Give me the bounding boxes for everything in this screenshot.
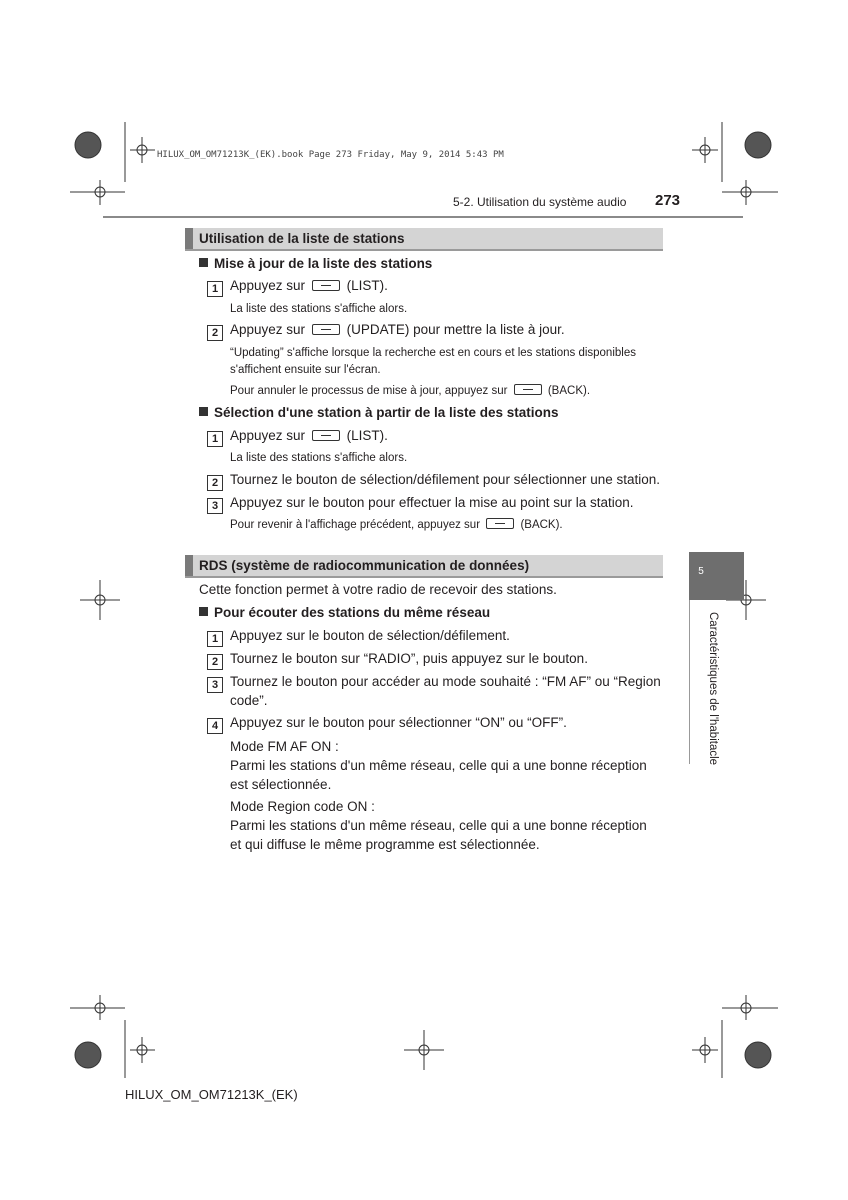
step-number: 1 (207, 631, 223, 647)
section-intro: Cette fonction permet à votre radio de recevoir des stations. (199, 582, 557, 597)
mode-label: Mode FM AF ON : (230, 739, 339, 754)
chapter-number: 5 (698, 566, 704, 577)
step: 3 Tournez le bouton pour accéder au mode souhaité : “FM AF” ou “Region (207, 674, 661, 693)
button-icon (514, 384, 542, 395)
step-number: 3 (207, 677, 223, 693)
subsection-heading: Mise à jour de la liste des stations (199, 256, 432, 271)
step: 2 Appuyez sur (UPDATE) pour mettre la liste à jour. (207, 322, 565, 341)
square-bullet-icon (199, 407, 208, 416)
step-note: “Updating” s'affiche lorsque la recherche est en cours et les stations disponibles s'affichent ensuite sur l'écran. (230, 347, 636, 376)
step-note: La liste des stations s'affiche alors. (230, 303, 408, 315)
mode-label: Mode Region code ON : (230, 799, 375, 814)
page-number: 273 (655, 192, 681, 209)
step-note: Pour revenir à l'affichage précédent, appuyez sur (BACK). (230, 519, 563, 531)
step-number: 3 (207, 498, 223, 514)
button-icon (486, 518, 514, 529)
step-number: 4 (207, 718, 223, 734)
step: 4 Appuyez sur le bouton pour sélectionner “ON” ou “OFF”. (207, 715, 567, 734)
step: 1 Appuyez sur (LIST). (207, 278, 388, 297)
print-info: HILUX_OM_OM71213K_(EK).book Page 273 Friday, May 9, 2014 5:43 PM (157, 150, 504, 160)
section-title: RDS (système de radiocommunication de données) (185, 555, 663, 576)
step-number: 1 (207, 281, 223, 297)
step: 2 Tournez le bouton de sélection/défilement pour sélectionner une station. (207, 472, 660, 491)
header-section-title: 5-2. Utilisation du système audio (453, 195, 627, 209)
step-note: La liste des stations s'affiche alors. (230, 452, 408, 464)
footer-code: HILUX_OM_OM71213K_(EK) (125, 1087, 298, 1102)
header-rule (103, 216, 743, 218)
chapter-label: Caractéristiques de l'habitacle (707, 612, 719, 766)
button-icon (312, 324, 340, 335)
button-icon (312, 430, 340, 441)
step: 3 Appuyez sur le bouton pour effectuer la mise au point sur la station. (207, 495, 634, 514)
step: 1 Appuyez sur (LIST). (207, 428, 388, 447)
square-bullet-icon (199, 607, 208, 616)
subsection-heading: Pour écouter des stations du même réseau (199, 605, 490, 620)
section-title: Utilisation de la liste de stations (185, 228, 663, 249)
step: 2 Tournez le bouton sur “RADIO”, puis appuyez sur le bouton. (207, 651, 588, 670)
subsection-heading: Sélection d'une station à partir de la liste des stations (199, 405, 559, 420)
square-bullet-icon (199, 258, 208, 267)
step-number: 2 (207, 475, 223, 491)
step: 1 Appuyez sur le bouton de sélection/défilement. (207, 628, 510, 647)
mode-description: Parmi les stations d'un même réseau, celle qui a une bonne réception et qui diffuse le même programme est sélectionnée. (230, 818, 647, 852)
step-number: 2 (207, 654, 223, 670)
step-number: 2 (207, 325, 223, 341)
button-icon (312, 280, 340, 291)
mode-description: Parmi les stations d'un même réseau, celle qui a une bonne réception est sélectionnée. (230, 758, 647, 792)
step-continuation: code”. (230, 693, 268, 708)
step-note: Pour annuler le processus de mise à jour, appuyez sur (BACK). (230, 385, 591, 397)
step-number: 1 (207, 431, 223, 447)
